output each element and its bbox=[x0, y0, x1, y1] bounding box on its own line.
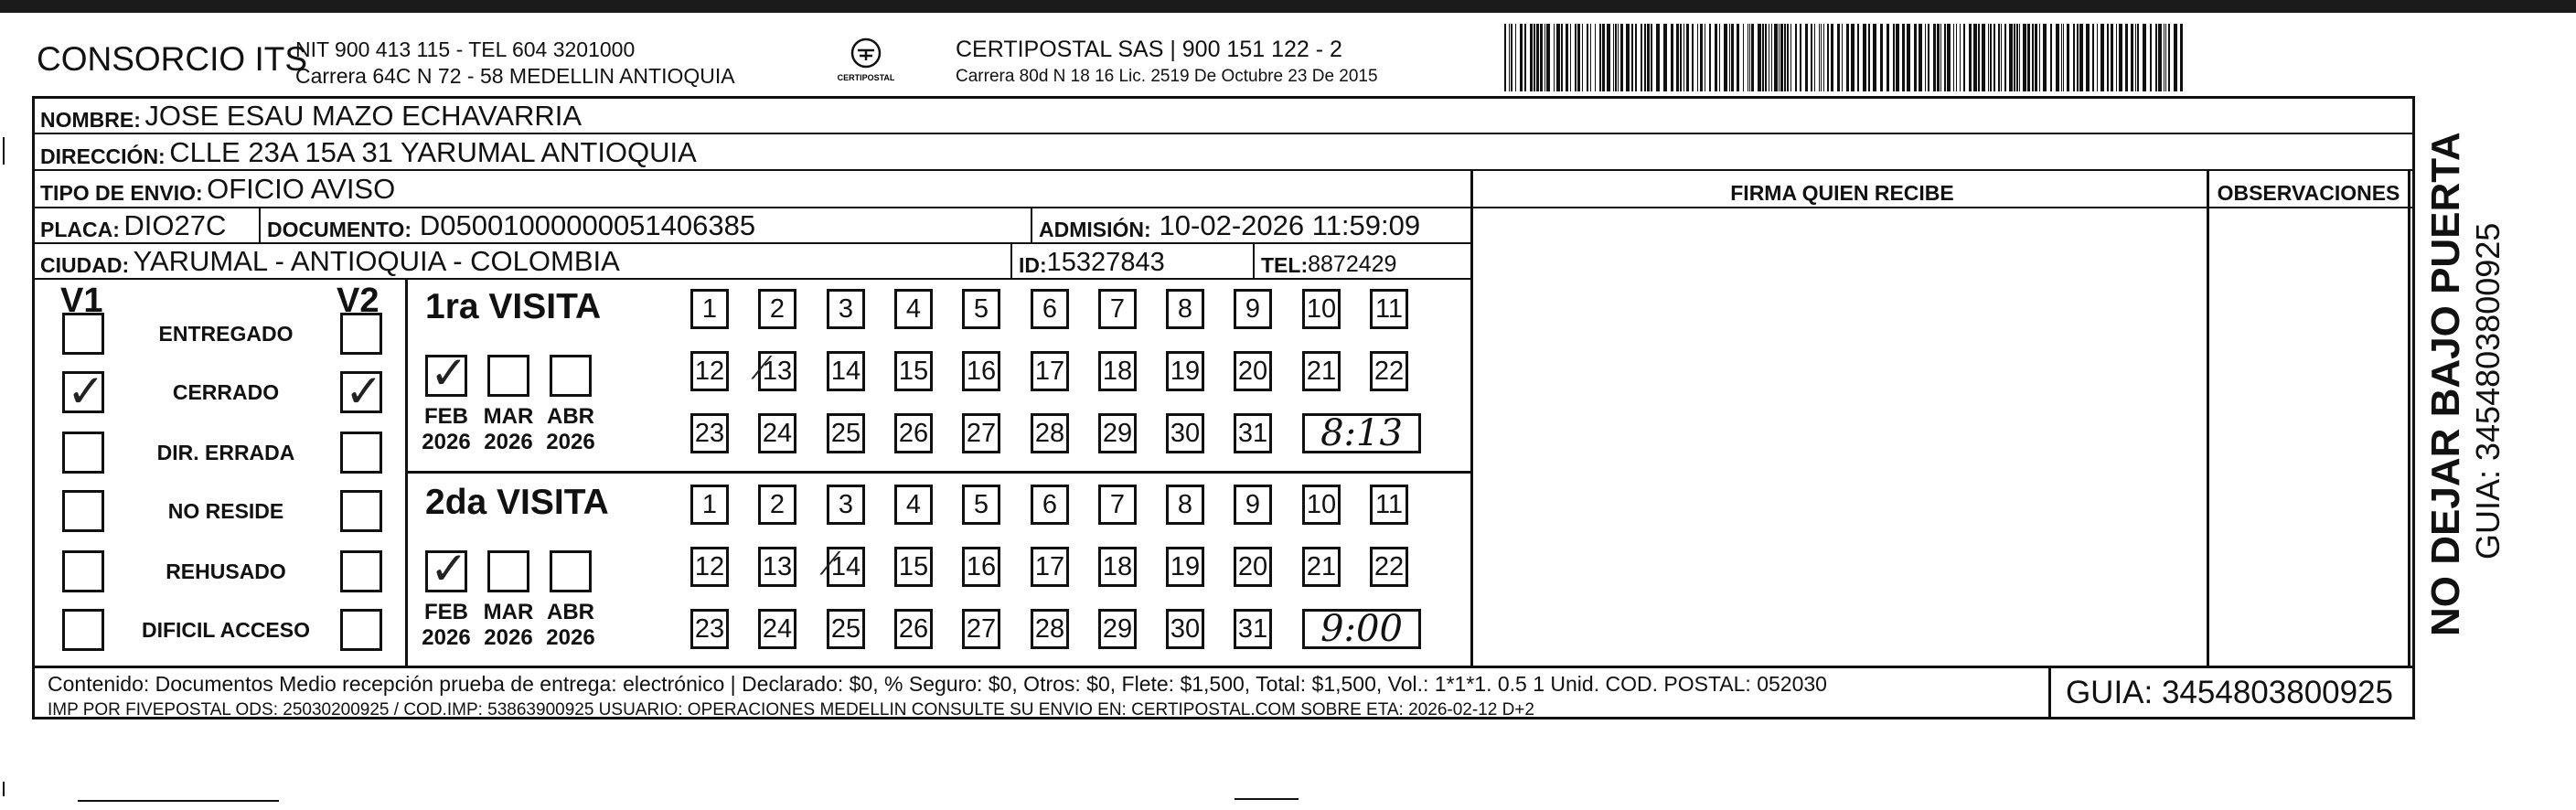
footer-guia: GUIA: 3454803800925 bbox=[2065, 675, 2394, 710]
day-box[interactable] bbox=[1234, 413, 1272, 453]
day-number: 10 bbox=[1306, 489, 1337, 519]
ciudad-cell bbox=[35, 243, 620, 278]
logo-text: CERTIPOSTAL bbox=[837, 73, 895, 82]
day-box[interactable] bbox=[894, 485, 933, 525]
day-box[interactable] bbox=[1098, 485, 1137, 525]
visit-title: 2da VISITA bbox=[425, 483, 609, 522]
day-number: 16 bbox=[966, 356, 997, 386]
day-number: 18 bbox=[1102, 356, 1133, 386]
day-box[interactable] bbox=[894, 609, 933, 649]
month-year: 2026 bbox=[546, 625, 595, 650]
v1-checkbox[interactable] bbox=[62, 609, 104, 651]
firma-label: FIRMA QUIEN RECIBE bbox=[1730, 181, 1954, 205]
ciudad-label: CIUDAD: bbox=[40, 253, 130, 277]
tel-value: 8872429 bbox=[1308, 251, 1397, 277]
tipo-label: TIPO DE ENVIO: bbox=[40, 181, 203, 205]
day-number: 26 bbox=[898, 418, 929, 448]
day-box[interactable] bbox=[758, 485, 796, 525]
day-box[interactable] bbox=[1031, 289, 1069, 329]
day-box[interactable] bbox=[1234, 351, 1272, 391]
day-box[interactable] bbox=[1098, 609, 1137, 649]
day-box[interactable] bbox=[827, 413, 865, 453]
day-box[interactable] bbox=[894, 351, 933, 391]
day-mark: ⁄ bbox=[828, 546, 833, 582]
day-box[interactable] bbox=[1031, 609, 1069, 649]
status-label: DIFICIL ACCESO bbox=[141, 618, 310, 642]
month-checkbox[interactable] bbox=[425, 346, 468, 400]
v2-checkbox[interactable] bbox=[340, 609, 382, 651]
footer-contenido: Contenido: Documentos Medio recepción prueba de entrega: electrónico | Declarado: $0, % Seguro: $0, Otros: $0, Flete: $1,500, Total: $1,500, Vol.: 1*1*1. 0.5 1 Unid. COD. POSTAL: 052030 bbox=[48, 672, 1827, 696]
month-name: MAR bbox=[483, 404, 534, 429]
day-number: 13 bbox=[762, 551, 793, 581]
day-box[interactable] bbox=[1166, 289, 1204, 329]
day-number: 28 bbox=[1034, 418, 1065, 448]
day-number: 20 bbox=[1237, 551, 1268, 581]
documento-cell bbox=[262, 208, 755, 242]
day-number: 27 bbox=[966, 418, 997, 448]
month-label bbox=[480, 404, 537, 455]
day-number: 7 bbox=[1109, 293, 1126, 324]
day-number: 19 bbox=[1170, 356, 1201, 386]
month-name: FEB bbox=[424, 600, 468, 624]
tel-cell bbox=[1256, 243, 1396, 278]
day-box[interactable] bbox=[827, 289, 865, 329]
month-label bbox=[542, 600, 599, 651]
v2-header: V2 bbox=[337, 282, 379, 320]
day-box[interactable] bbox=[962, 547, 1000, 587]
direccion-row bbox=[35, 134, 697, 169]
month-year: 2026 bbox=[422, 625, 471, 650]
barcode bbox=[1504, 24, 2190, 91]
company-name: CONSORCIO ITS bbox=[37, 40, 308, 78]
address-line: Carrera 64C N 72 - 58 MEDELLIN ANTIOQUIA bbox=[295, 64, 735, 88]
day-number: 28 bbox=[1034, 613, 1065, 644]
day-box[interactable] bbox=[690, 609, 729, 649]
day-number: 21 bbox=[1306, 551, 1337, 581]
v1-checkbox[interactable] bbox=[62, 490, 104, 532]
top-border bbox=[0, 0, 2576, 13]
day-number: 1 bbox=[701, 489, 718, 519]
day-box[interactable] bbox=[1166, 609, 1204, 649]
day-box[interactable] bbox=[1031, 413, 1069, 453]
day-box[interactable] bbox=[758, 351, 796, 391]
day-box[interactable] bbox=[1234, 547, 1272, 587]
day-number: 3 bbox=[838, 489, 854, 519]
day-box[interactable] bbox=[758, 547, 796, 587]
day-number: 23 bbox=[694, 418, 725, 448]
status-label: ENTREGADO bbox=[158, 322, 294, 346]
day-box[interactable] bbox=[1166, 547, 1204, 587]
day-number: 8 bbox=[1177, 293, 1193, 324]
check-mark: ✓ bbox=[430, 542, 468, 595]
day-mark: ⁄ bbox=[759, 350, 764, 387]
id-cell bbox=[1013, 243, 1165, 278]
day-number: 9 bbox=[1245, 293, 1261, 324]
day-box[interactable] bbox=[1370, 289, 1408, 329]
day-box[interactable] bbox=[1031, 485, 1069, 525]
observaciones-header bbox=[2209, 171, 2408, 206]
day-number: 31 bbox=[1237, 613, 1268, 644]
direccion-value: CLLE 23A 15A 31 YARUMAL ANTIOQUIA bbox=[169, 136, 697, 168]
company-info bbox=[295, 37, 735, 90]
day-box[interactable] bbox=[1370, 547, 1408, 587]
placa-value: DIO27C bbox=[123, 209, 227, 241]
nombre-row bbox=[35, 98, 582, 133]
nit-line: NIT 900 413 115 - TEL 604 3201000 bbox=[295, 37, 636, 61]
day-number: 29 bbox=[1102, 418, 1133, 448]
tipo-row bbox=[35, 171, 395, 206]
day-box[interactable] bbox=[690, 547, 729, 587]
day-number: 25 bbox=[830, 613, 861, 644]
v1-checkbox[interactable] bbox=[62, 432, 104, 474]
v2-checkbox[interactable] bbox=[340, 313, 382, 355]
month-checkbox[interactable] bbox=[487, 355, 529, 397]
month-year: 2026 bbox=[422, 430, 471, 454]
day-number: 2 bbox=[769, 293, 786, 324]
day-number: 30 bbox=[1170, 613, 1201, 644]
month-year: 2026 bbox=[546, 430, 595, 454]
id-value: 15327843 bbox=[1046, 248, 1165, 277]
check-mark: ✓ bbox=[430, 346, 468, 400]
check-mark: ✓ bbox=[67, 365, 105, 418]
day-number: 17 bbox=[1034, 551, 1065, 581]
day-box[interactable] bbox=[1302, 547, 1341, 587]
day-box[interactable] bbox=[690, 485, 729, 525]
day-number: 15 bbox=[898, 356, 929, 386]
day-box[interactable] bbox=[1234, 485, 1272, 525]
month-checkbox[interactable] bbox=[487, 550, 529, 592]
month-year: 2026 bbox=[484, 625, 533, 650]
month-label bbox=[480, 600, 537, 651]
direccion-label: DIRECCIÓN: bbox=[40, 144, 166, 168]
day-number: 9 bbox=[1245, 489, 1261, 519]
day-box[interactable] bbox=[1234, 609, 1272, 649]
day-number: 10 bbox=[1306, 293, 1337, 324]
tel-label: TEL: bbox=[1261, 253, 1309, 277]
day-box[interactable] bbox=[962, 413, 1000, 453]
month-checkbox[interactable] bbox=[550, 550, 592, 592]
day-number: 19 bbox=[1170, 551, 1201, 581]
day-number: 3 bbox=[838, 293, 854, 324]
day-number: 30 bbox=[1170, 418, 1201, 448]
day-number: 29 bbox=[1102, 613, 1133, 644]
side-guia: GUIA: 3454803800925 bbox=[2469, 222, 2507, 560]
day-box[interactable] bbox=[1098, 289, 1137, 329]
day-box[interactable] bbox=[827, 485, 865, 525]
month-name: MAR bbox=[483, 600, 534, 624]
v1-checkbox[interactable] bbox=[62, 365, 105, 418]
placa-label: PLACA: bbox=[40, 218, 120, 241]
firma-header bbox=[1472, 171, 2207, 206]
day-number: 2 bbox=[769, 489, 786, 519]
month-name: ABR bbox=[547, 404, 594, 429]
no-dejar-notice: NO DEJAR BAJO PUERTA bbox=[2423, 132, 2468, 636]
day-box[interactable] bbox=[690, 413, 729, 453]
day-number: 21 bbox=[1306, 356, 1337, 386]
placa-cell bbox=[35, 208, 226, 242]
day-box[interactable] bbox=[1031, 351, 1069, 391]
day-box[interactable] bbox=[1234, 289, 1272, 329]
day-number: 6 bbox=[1042, 293, 1058, 324]
day-box[interactable] bbox=[1370, 485, 1408, 525]
visit-time[interactable]: 9:00 bbox=[1302, 609, 1421, 649]
day-number: 11 bbox=[1374, 489, 1404, 519]
day-box[interactable] bbox=[758, 413, 796, 453]
day-number: 14 bbox=[830, 356, 861, 386]
day-box[interactable] bbox=[1098, 413, 1137, 453]
v1-header: V1 bbox=[60, 282, 103, 320]
status-label: DIR. ERRADA bbox=[156, 441, 295, 464]
day-box[interactable] bbox=[758, 289, 796, 329]
v2-checkbox[interactable] bbox=[340, 365, 383, 418]
day-box[interactable] bbox=[827, 547, 865, 587]
month-label bbox=[418, 404, 475, 455]
day-number: 1 bbox=[701, 293, 718, 324]
tipo-value: OFICIO AVISO bbox=[207, 173, 396, 205]
day-number: 8 bbox=[1177, 489, 1193, 519]
month-checkbox[interactable] bbox=[550, 355, 592, 397]
documento-value: D05001000000051406385 bbox=[419, 209, 756, 241]
day-number: 24 bbox=[762, 613, 793, 644]
admision-value: 10-02-2026 11:59:09 bbox=[1159, 209, 1421, 241]
day-box[interactable] bbox=[690, 289, 729, 329]
day-number: 5 bbox=[973, 489, 989, 519]
observaciones-label: OBSERVACIONES bbox=[2217, 181, 2400, 205]
ciudad-value: YARUMAL - ANTIOQUIA - COLOMBIA bbox=[133, 245, 620, 277]
day-number: 17 bbox=[1034, 356, 1065, 386]
day-number: 31 bbox=[1237, 418, 1268, 448]
admision-cell bbox=[1033, 208, 1420, 242]
admision-label: ADMISIÓN: bbox=[1039, 218, 1151, 241]
day-number: 4 bbox=[905, 293, 922, 324]
v1-checkbox[interactable] bbox=[62, 550, 104, 592]
day-number: 27 bbox=[966, 613, 997, 644]
v2-checkbox[interactable] bbox=[340, 550, 382, 592]
visit-title: 1ra VISITA bbox=[425, 287, 602, 326]
day-number: 18 bbox=[1102, 551, 1133, 581]
day-number: 15 bbox=[898, 551, 929, 581]
day-box[interactable] bbox=[1098, 351, 1137, 391]
day-box[interactable] bbox=[1031, 547, 1069, 587]
day-box[interactable] bbox=[962, 485, 1000, 525]
day-box[interactable] bbox=[1302, 289, 1341, 329]
day-number: 22 bbox=[1374, 551, 1405, 581]
footer-imp: IMP POR FIVEPOSTAL ODS: 25030200925 / COD.IMP: 53863900925 USUARIO: OPERACIONES MEDELLIN CONSULTE SU ENVIO EN: CERTIPOSTAL.COM SOBRE ETA: 2026-02-12 D+2 bbox=[48, 700, 1534, 719]
day-box[interactable] bbox=[1166, 351, 1204, 391]
nombre-value: JOSE ESAU MAZO ECHAVARRIA bbox=[144, 100, 583, 132]
id-label: ID: bbox=[1019, 253, 1047, 277]
day-number: 24 bbox=[762, 418, 793, 448]
certipostal-line: CERTIPOSTAL SAS | 900 151 122 - 2 bbox=[956, 37, 1342, 62]
v2-checkbox[interactable] bbox=[340, 432, 382, 474]
day-box[interactable] bbox=[894, 547, 933, 587]
certipostal-address: Carrera 80d N 18 16 Lic. 2519 De Octubre 23 De 2015 bbox=[956, 67, 1378, 86]
month-year: 2026 bbox=[484, 430, 533, 454]
day-box[interactable] bbox=[827, 351, 865, 391]
day-number: 16 bbox=[966, 551, 997, 581]
day-box[interactable] bbox=[758, 609, 796, 649]
month-name: ABR bbox=[547, 600, 594, 624]
day-number: 5 bbox=[973, 293, 989, 324]
certipostal-logo bbox=[834, 35, 898, 86]
day-number: 13 bbox=[762, 356, 793, 386]
day-box[interactable] bbox=[1166, 413, 1204, 453]
day-box[interactable] bbox=[962, 351, 1000, 391]
day-number: 7 bbox=[1109, 489, 1126, 519]
day-number: 12 bbox=[694, 551, 725, 581]
day-box[interactable] bbox=[1098, 547, 1137, 587]
day-box[interactable] bbox=[894, 289, 933, 329]
day-number: 12 bbox=[694, 356, 725, 386]
v1-checkbox[interactable] bbox=[62, 313, 104, 355]
documento-label: DOCUMENTO: bbox=[267, 218, 412, 241]
visit-time[interactable]: 8:13 bbox=[1302, 413, 1421, 453]
day-box[interactable] bbox=[962, 289, 1000, 329]
day-box[interactable] bbox=[827, 609, 865, 649]
month-label bbox=[418, 600, 475, 651]
day-number: 6 bbox=[1042, 489, 1058, 519]
day-number: 25 bbox=[830, 418, 861, 448]
day-box[interactable] bbox=[894, 413, 933, 453]
day-box[interactable] bbox=[1302, 485, 1341, 525]
status-label: CERRADO bbox=[172, 380, 280, 404]
day-number: 26 bbox=[898, 613, 929, 644]
day-number: 14 bbox=[830, 551, 861, 581]
status-label: REHUSADO bbox=[166, 560, 286, 583]
day-box[interactable] bbox=[1302, 351, 1341, 391]
day-box[interactable] bbox=[1370, 351, 1408, 391]
day-number: 20 bbox=[1237, 356, 1268, 386]
day-box[interactable] bbox=[962, 609, 1000, 649]
month-checkbox[interactable] bbox=[425, 542, 468, 595]
nombre-label: NOMBRE: bbox=[40, 108, 141, 132]
day-number: 22 bbox=[1374, 356, 1405, 386]
month-name: FEB bbox=[424, 404, 468, 429]
day-number: 4 bbox=[905, 489, 922, 519]
day-box[interactable] bbox=[1166, 485, 1204, 525]
status-label: NO RESIDE bbox=[167, 499, 284, 523]
month-label bbox=[542, 404, 599, 455]
day-number: 23 bbox=[694, 613, 725, 644]
certipostal-info bbox=[956, 37, 1378, 90]
day-box[interactable] bbox=[690, 351, 729, 391]
day-number: 11 bbox=[1374, 293, 1404, 324]
check-mark: ✓ bbox=[345, 365, 383, 418]
v2-checkbox[interactable] bbox=[340, 490, 382, 532]
